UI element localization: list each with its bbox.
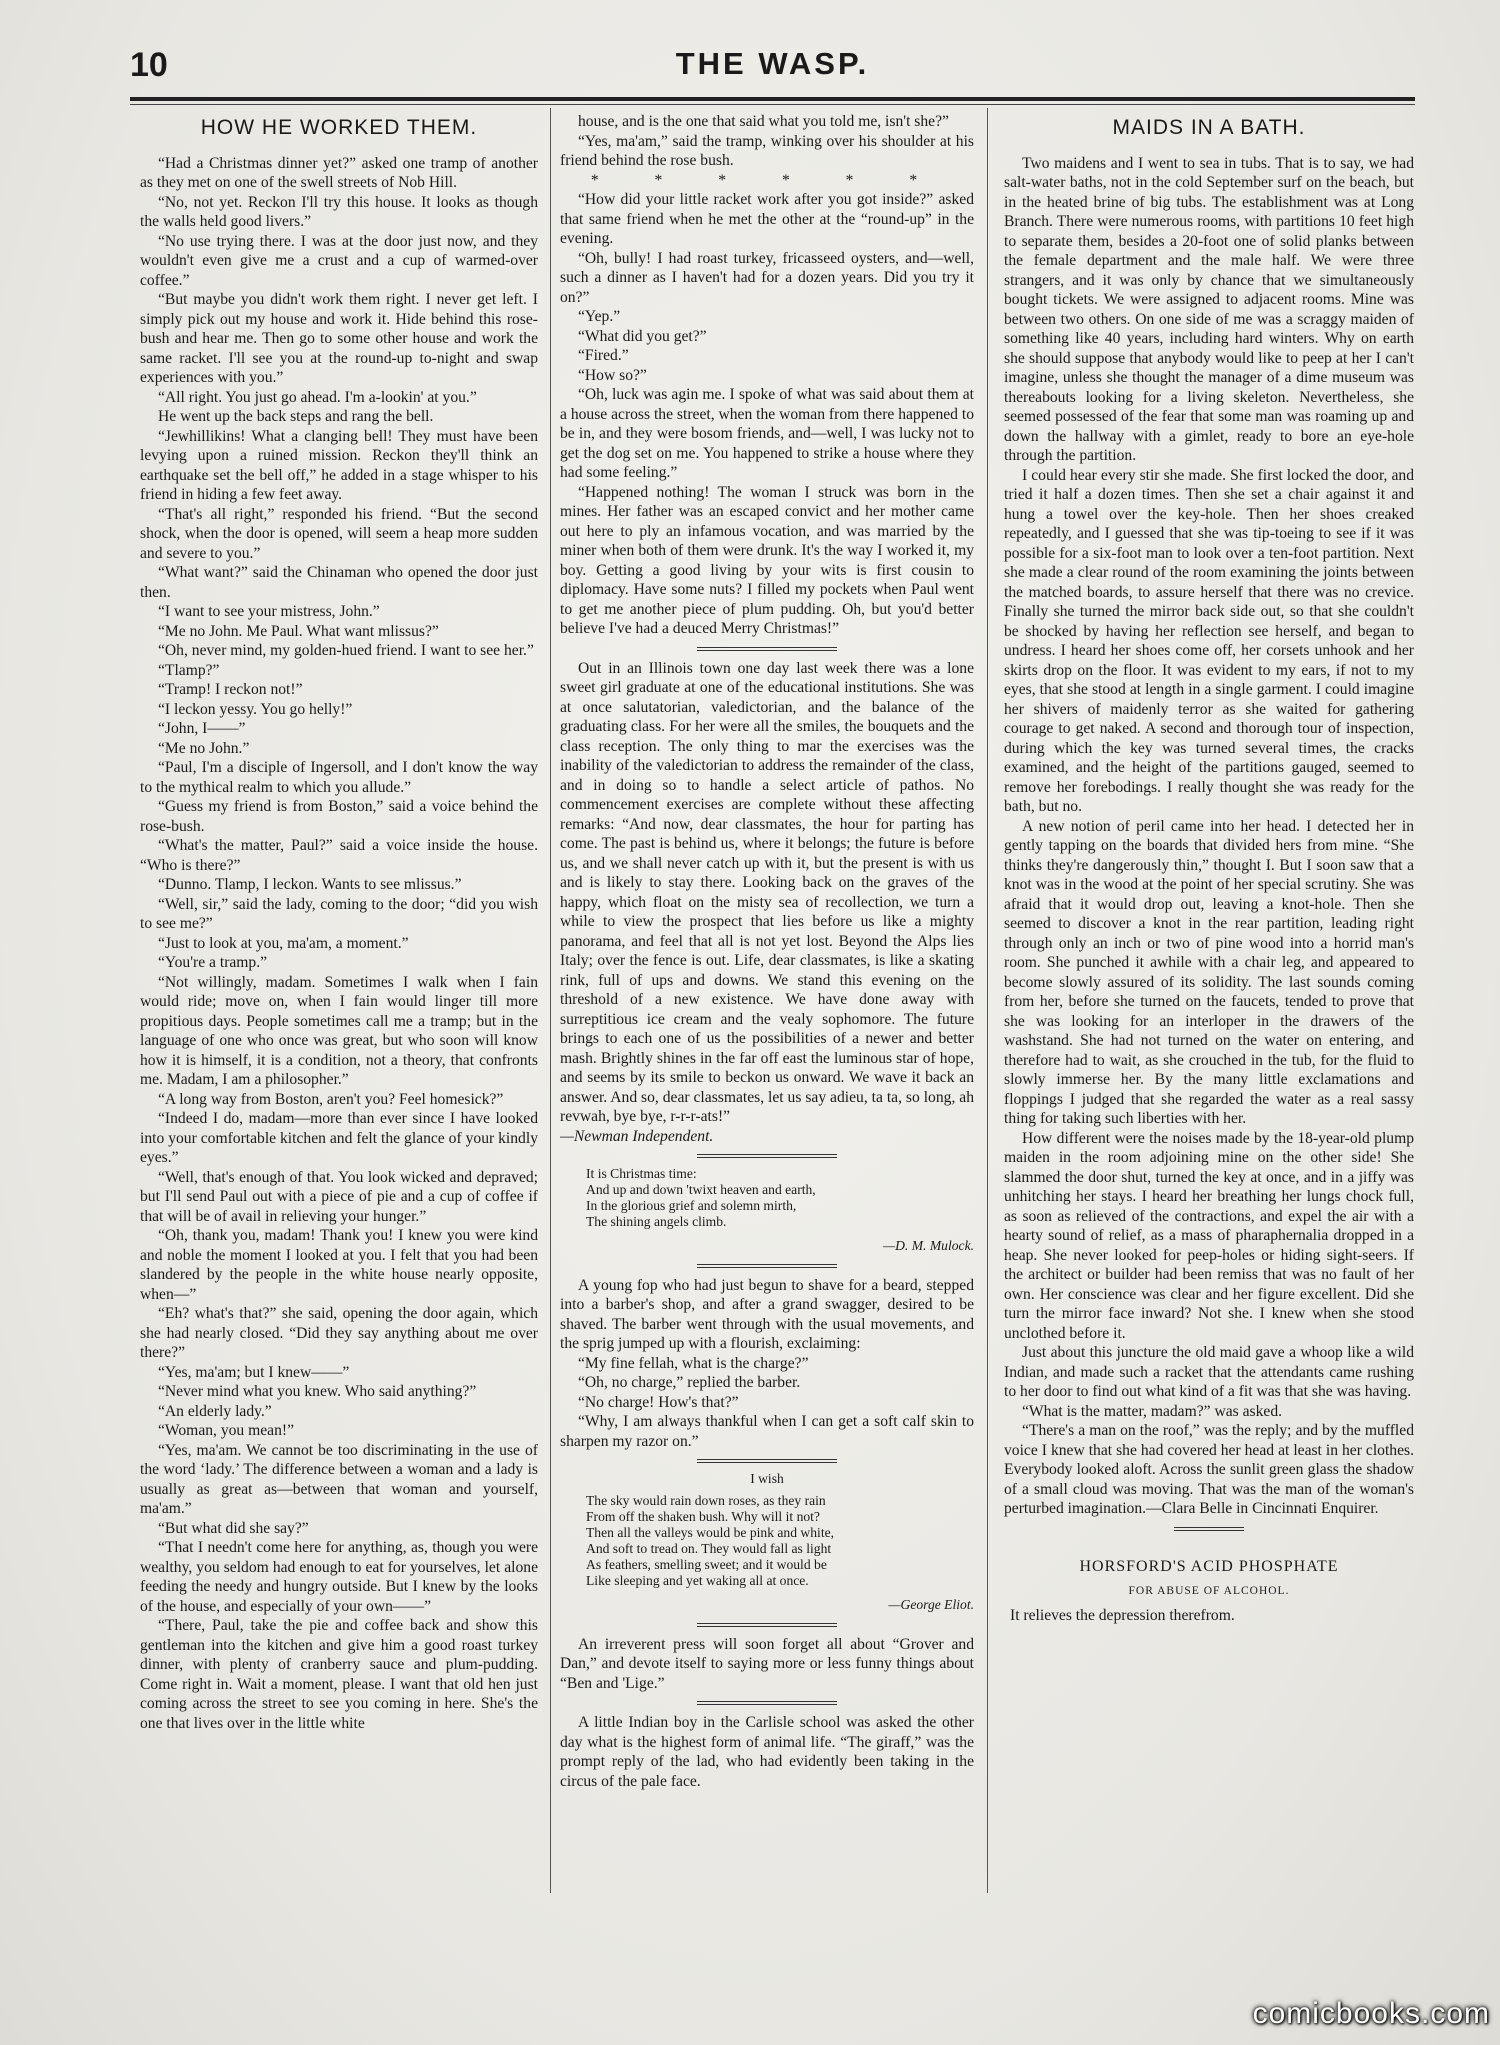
paragraph: “You're a tramp.”	[158, 954, 268, 971]
paragraph: “No charge! How's that?”	[578, 1393, 739, 1411]
paragraph: “There, Paul, take the pie and coffee back and show this gentleman into the kitchen and give him a good roast turkey dinner, with plenty of cranberry sauce and plum-pudding. Come right in. Wait a moment, please. I want that old hen just coming across the street to see you coming in here. She's the one that lives over in the little white	[140, 1617, 538, 1732]
press-article: An irreverent press will soon forget all about “Grover and Dan,” and devote itself to saying more or less funny things about “Ben and 'Lige.”	[560, 1635, 974, 1692]
advertisement-title: HORSFORD'S ACID PHOSPHATE	[1079, 1557, 1339, 1575]
paragraph: Two maidens and I went to sea in tubs. That is to say, we had salt-water baths, not in the cold September surf on the beach, but in the heated brine of big tubs. The establishment was at Long Branch. There were numerous rooms, with partitions 10 feet high to separate them, besides a 20-foot one of solid planks between the female department and the male half. We were three strangers, and it was only by chance that we simultaneously bought tickets. We were assigned to adjacent rooms. Mine was between two others. On one side of me was a scraggy maiden of something like 40 years, including hard winters. Why on earth she should suppose that anybody would like to peep at her I can't imagine, unless she thought the manager of a dime museum was thereabouts looking for a living skeleton. Nevertheless, she seemed possessed of the fear that some man was roaming up and down the hallway with a gimlet, ready to bore an eye-hole through the partition.	[1004, 154, 1414, 464]
paragraph: “There's a man on the roof,” was the reply; and by the muffled voice I knew that she had covered her head at least in her clothes. Everybody looked aloft. Across the sunlit green glass the shadow of a small cloud was moving. That was the man of the woman's perturbed imagination.—Clara Belle in Cincinnati Enquirer.	[1004, 1422, 1414, 1517]
poem-roses	[586, 1493, 974, 1589]
separator	[697, 1459, 837, 1463]
verse-line: As feathers, smelling sweet; and it would be	[586, 1557, 827, 1572]
paragraph: “Oh, never mind, my golden-hued friend. I want to see her.”	[158, 642, 534, 659]
verse-line: The shining angels climb.	[586, 1214, 727, 1229]
paragraph: “Tlamp?”	[158, 661, 220, 679]
column-1	[140, 112, 538, 1887]
paragraph: “Eh? what's that?” she said, opening the door again, which she had nearly closed. “Did they say anything about me over there?”	[140, 1305, 538, 1361]
paragraph: “Never mind what you knew. Who said anything?”	[158, 1383, 477, 1400]
paragraph: A new notion of peril came into her head. I detected her in gently tapping on the boards that divided hers from mine. “She thinks they're dangerously thin,” thought I. But I soon saw that a knot was in the wood at the point of her special scrutiny. She was afraid that it would drop out, leaving a knot-hole. Then she seemed to discover a knot in the rear partition, leading right through only an inch or two of pine wood into a horrid man's room. She punched it awhile with a chair leg, and appeared to become slowly assured of its solidity. The last sounds coming from her, before she turned on the faucets, tended to prove that she was looking for an interloper in the drawers of the washstand. She had not turned on the water on entering, and therefore had to wait, as she crouched in the tub, for the fluid to slowly immerse her. By the many little exclamations and floppings I judged that she regarded the water as a real sassy thing for taking such liberties with her.	[1004, 817, 1414, 1127]
magazine-title: THE WASP.	[675, 46, 870, 81]
paragraph: “Fired.”	[578, 347, 629, 364]
paragraph: “An elderly lady.”	[158, 1402, 272, 1420]
paragraph: “No use trying there. I was at the door just now, and they wouldn't even give me a crust and a cup of warmed-over coffee.”	[140, 232, 538, 289]
paragraph: “Yes, ma'am. We cannot be too discriminating in the use of the word ‘lady.’ The difference between a woman and a lady is usually as great as—between that woman and yourself, ma'am.”	[140, 1441, 538, 1517]
paragraph: “What want?” said the Chinaman who opened the door just then.	[140, 564, 538, 601]
paragraph: “Yep.”	[578, 308, 621, 325]
paragraph: “But maybe you didn't work them right. I never get left. I simply pick out my house and work it. Hide behind this rose-bush and hear me. Then go to some other house and work the same racket. I'll see you at the round-up to-night and swap experiences with you.”	[140, 291, 538, 386]
separator	[697, 1154, 837, 1158]
article-title-maids-in-a-bath: MAIDS IN A BATH.	[1112, 116, 1306, 139]
fop-article	[560, 1276, 974, 1452]
paragraph: “That's all right,” responded his friend. “But the second shock, when the door is opened, will seem a heap more sudden and severe to you.”	[140, 505, 538, 562]
article-continuation-2	[560, 190, 974, 639]
masthead	[130, 44, 1415, 100]
paragraph: “How so?”	[578, 366, 647, 384]
poem-attribution: —D. M. Mulock.	[883, 1238, 974, 1253]
paragraph: “Just to look at you, ma'am, a moment.”	[158, 934, 409, 952]
paragraph: “That I needn't come here for anything, as, though you were wealthy, you seldom had enough to eat for yourselves, let alone feeding the needy and hungry outside. But I knew by the looks of the house, and especially of your own——”	[140, 1539, 538, 1615]
paragraph: “Why, I am always thankful when I can get a soft calf skin to sharpen my razor on.”	[560, 1413, 974, 1450]
header-rule	[130, 97, 1415, 101]
paragraph: “A long way from Boston, aren't you? Feel homesick?”	[158, 1090, 504, 1108]
article-continuation	[560, 112, 974, 171]
column-2	[560, 112, 974, 1887]
section-stars: * * * * * *	[590, 171, 944, 189]
paragraph: “Well, sir,” said the lady, coming to the door; “did you wish to see me?”	[140, 895, 538, 932]
paragraph: “What's the matter, Paul?” said a voice inside the house. “Who is there?”	[140, 837, 538, 874]
paragraph: “Paul, I'm a disciple of Ingersoll, and I don't know the way to the mythical realm to which you allude.”	[140, 759, 538, 796]
paragraph: “John, I——”	[158, 720, 246, 737]
verse-line: Then all the valleys would be pink and white,	[586, 1525, 835, 1540]
paragraph: “Tramp! I reckon not!”	[158, 681, 303, 698]
paragraph: “All right. You just go ahead. I'm a-lookin' at you.”	[158, 388, 477, 406]
verse-line: And soft to tread on. They would fall as light	[586, 1541, 832, 1556]
paragraph: “I want to see your mistress, John.”	[158, 603, 380, 620]
article-body	[1004, 154, 1414, 1519]
page-number: 10	[130, 46, 168, 84]
paragraph: “Happened nothing! The woman I struck was born in the mines. Her father was an escaped convict and her mother came out here to ply an infamous vocation, and was married by the miner when both of them were drunk. It's the way I worked it, my boy. Getting a good living by your wits is first cousin to diplomacy. Have some nuts? I filled my pockets when Paul went to get me another piece of plum pudding. Oh, but you'd better believe I've had a deuced Merry Christmas!”	[560, 483, 974, 637]
verse-line: In the glorious grief and solemn mirth,	[586, 1198, 797, 1213]
paragraph: I could hear every stir she made. She first locked the door, and tried it half a dozen times. Then she set a chair against it and hung a towel over the key-hole. Then her shoes creaked repeatedly, and I guessed that she was tip-toeing to see if it was possible for a six-foot man to look over a ten-foot partition. Next she made a clear round of the room examining the joints between the matched boards, to assure herself that there was no crevice. Finally she turned the mirror back side out, so that she couldn't be shocked by having her reflection see herself, and began to undress. I heard her shoes come off, her corsets unhook and her skirts drop on the floor. It was evident to my ears, if not to my eyes, that she stood at length in a single garment. I could imagine her shivers of maidenly terror as she waited for gathering courage to get naked. A second and thorough tour of inspection, during which the key was turned several times, the cracks examined, and the height of the partitions gauged, seemed to remove her forebodings. I really thought she was ready for the bath, but no.	[1004, 466, 1414, 815]
watermark: comicbooks.com	[1252, 1997, 1490, 2030]
verse-line: From off the shaken bush. Why will it not?	[586, 1509, 820, 1524]
paragraph: “Had a Christmas dinner yet?” asked one tramp of another as they met on one of the swell streets of Nob Hill.	[140, 154, 538, 191]
paragraph: “Oh, thank you, madam! Thank you! I knew you were kind and noble the moment I looked at you. I felt that you had been slandered by the people in the white house nearly opposite, when—”	[140, 1227, 538, 1303]
paragraph: Just about this juncture the old maid gave a whoop like a wild Indian, and made such a racket that the attendants came rushing to her door to find out what kind of a fit was that she was having.	[1004, 1344, 1414, 1400]
column-3	[1004, 112, 1414, 1887]
article-title-how-he-worked-them: HOW HE WORKED THEM.	[200, 116, 478, 139]
paragraph: “Woman, you mean!”	[158, 1422, 295, 1439]
indian-article: A little Indian boy in the Carlisle school was asked the other day what is the highest form of animal life. “The giraff,” was the prompt reply of the lad, who had evidently been taking in the circus of the pale face.	[560, 1714, 974, 1790]
poem-attribution: —George Eliot.	[888, 1597, 974, 1612]
paragraph: “Guess my friend is from Boston,” said a voice behind the rose-bush.	[140, 798, 538, 835]
advertisement-subtitle: FOR ABUSE OF ALCOHOL.	[1128, 1585, 1290, 1597]
paragraph: “Not willingly, madam. Sometimes I walk when I fain would ride; move on, when I fain would linger till more propitious days. People sometimes call me a tramp; but in the language of one who once was great, but who soon will know how it is himself, it is a condition, not a theory, that confronts me. Madam, I am a philosopher.”	[140, 973, 538, 1088]
paragraph: “Oh, luck was agin me. I spoke of what was said about them at a house across the street, when the woman from there happened to be in, and they were bosom friends, and—well, I was lucky not to get the dog set on me. You happened to strike a house where they had some feeling.”	[560, 386, 974, 481]
separator	[697, 647, 837, 651]
graduate-source: —Newman Independent.	[560, 1127, 714, 1145]
paragraph: house, and is the one that said what you told me, isn't she?”	[578, 113, 949, 130]
paragraph: “But what did she say?”	[158, 1519, 309, 1537]
column-divider	[550, 108, 551, 1893]
column-divider	[987, 108, 988, 1893]
paragraph: “What is the matter, madam?” was asked.	[1022, 1402, 1283, 1420]
graduate-article: Out in an Illinois town one day last week there was a lone sweet girl graduate at one of the educational institutions. She was at once salutatorian, valedictorian, and the balance of the graduating class. For her were all the smiles, the bouquets and the class reception. The only thing to mar the exercises was the inability of the valedictorian to address the remainder of the class, and in doing so to handle a select article of pathos. No commencement exercises are complete without these affecting remarks: “And now, dear classmates, the hour for parting has come. The past is behind us, where it belongs; the future is before us, and we shall never catch up with it, but the present is with us and is likely to stay there. Looking back on the graves of the happy, which float on the misty sea of recollection, we turn a while to view the prospect that lies before us like a mighty panorama, and feel that all is not yet lost. Beyond the Alps lies Italy; over the fence is out. Life, dear classmates, is like a skating rink, full of ups and downs. We stand this evening on the threshold of a new existence. We have done away with surreptitious ice cream and the vealy sophomore. The future brings to each one of us the possibilities of a newer and better mash. Brightly shines in the far off east the luminous star of hope, and seems by its smile to beckon us onward. We wave it back an answer. And so, dear classmates, let us say adieu, ta ta, so long, ah revwah, bye bye, r-r-r-ats!”	[560, 659, 974, 1125]
paragraph: “Dunno. Tlamp, I leckon. Wants to see mlissus.”	[158, 876, 462, 893]
paragraph: How different were the noises made by the 18-year-old plump maiden in the room adjoining mine on the other side! She slammed the door shut, turned the key at once, and in a jiffy was unhitching her stays. I heard her breathing her lungs chock full, as soon as relieved of the contractions, and expel the air with a hearty sound of relief, as a mass of pharaphernalia dropped in a heap. She never looked for peep-holes or hiding sight-seers. If the architect or builder had been remiss that was no fault of her own. Her conscience was clear and her figure excellent. Did she turn the mirror face inward? Not she. I knew when she stood unclothed before it.	[1004, 1129, 1414, 1342]
verse-line: It is Christmas time:	[586, 1166, 697, 1181]
paragraph: “Well, that's enough of that. You look wicked and depraved; but I'll send Paul out with a piece of pie and a cup of coffee if that will be of avail in relieving your hunger.”	[140, 1168, 538, 1225]
verse-line: The sky would rain down roses, as they rain	[586, 1493, 826, 1508]
header-rule-thin	[130, 104, 1415, 105]
paragraph: “Me no John. Me Paul. What want mlissus?”	[158, 622, 439, 640]
paragraph: A young fop who had just begun to shave for a beard, stepped into a barber's shop, and after a grand swagger, desired to be shaved. The barber went through with the usual movements, and the sprig jumped up with a flourish, exclaiming:	[560, 1276, 974, 1352]
article-body	[140, 154, 538, 1734]
paragraph: “Jewhillikins! What a clanging bell! They must have been levying upon a ruined mission. Reckon they'll think an earthquake set the bell off,” he added in a stage whisper to his friend in hiding a few feet away.	[140, 427, 538, 503]
paragraph: “I leckon yessy. You go helly!”	[158, 700, 353, 718]
paragraph: “My fine fellah, what is the charge?”	[578, 1354, 809, 1372]
paragraph: “Yes, ma'am; but I knew——”	[158, 1363, 350, 1381]
verse-line: Like sleeping and yet waking all at once.	[586, 1573, 809, 1588]
paragraph: He went up the back steps and rang the bell.	[158, 408, 434, 425]
separator	[697, 1701, 837, 1705]
separator	[1174, 1527, 1244, 1531]
paragraph: “How did your little racket work after you got inside?” asked that same friend when he met the other at the “round-up” in the evening.	[560, 191, 974, 247]
paragraph: “What did you get?”	[578, 327, 707, 345]
paragraph: “No, not yet. Reckon I'll try this house. It looks as though the walls held good livers.”	[140, 193, 538, 230]
paragraph: “Indeed I do, madam—more than ever since I have looked into your comfortable kitchen and felt the glance of your kindly eyes.”	[140, 1110, 538, 1166]
poem-heading: I wish	[750, 1471, 784, 1486]
paragraph: “Oh, bully! I had roast turkey, fricasseed oysters, and—well, such a dinner as I haven't had for a dozen years. Did you try it on?”	[560, 249, 974, 306]
advertisement-text: It relieves the depression therefrom.	[1010, 1606, 1235, 1624]
poem-christmas	[586, 1166, 974, 1230]
separator	[697, 1264, 837, 1268]
separator	[697, 1623, 837, 1627]
paragraph: “Me no John.”	[158, 739, 250, 757]
paragraph: “Yes, ma'am,” said the tramp, winking over his shoulder at his friend behind the rose bush.	[560, 132, 974, 169]
verse-line: And up and down 'twixt heaven and earth,	[586, 1182, 816, 1197]
paragraph: “Oh, no charge,” replied the barber.	[578, 1374, 801, 1391]
